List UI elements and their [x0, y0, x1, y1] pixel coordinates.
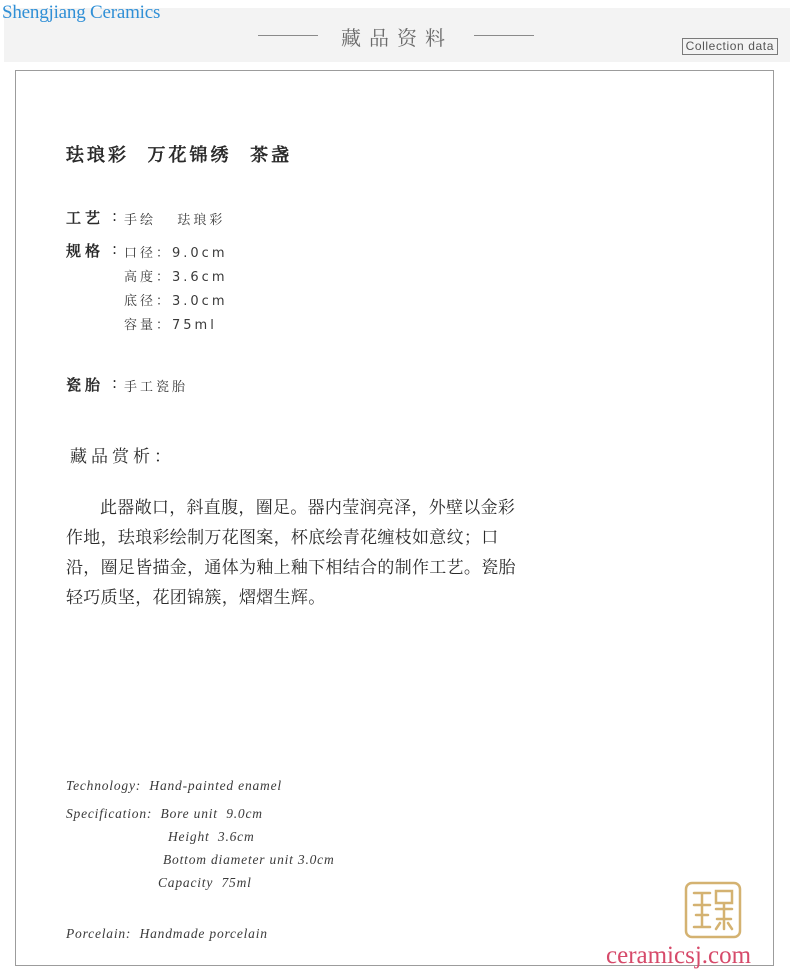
- spec-label: 规格: [66, 242, 105, 260]
- spec-bore: 口径：9.0cm: [124, 246, 228, 261]
- en-capacity: Capacity 75ml: [158, 875, 252, 890]
- en-bottom-diameter: Bottom diameter unit 3.0cm: [163, 852, 335, 867]
- appreciation-label: 藏品赏析：: [70, 447, 175, 467]
- body-value: 手工瓷胎: [124, 380, 189, 395]
- en-technology: Technology: Hand-painted enamel: [66, 778, 282, 793]
- header-divider-right: [474, 35, 534, 36]
- header-title: 藏品资料: [341, 26, 453, 50]
- spec-colon: :: [112, 240, 118, 258]
- en-height: Height 3.6cm: [168, 829, 255, 844]
- seal-stamp-icon: [684, 881, 742, 939]
- spec-height: 高度：3.6cm: [124, 270, 228, 285]
- product-title: 珐琅彩 万花锦绣 茶盏: [66, 145, 293, 166]
- body-colon: :: [112, 374, 118, 392]
- spec-capacity: 容量：75ml: [124, 318, 217, 333]
- spec-bottom-diameter: 底径：3.0cm: [124, 294, 228, 309]
- body-label: 瓷胎: [66, 376, 105, 394]
- appreciation-text: 此器敞口，斜直腹，圈足。器内莹润亮泽，外壁以金彩作地，珐琅彩绘制万花图案，杯底绘青花缠枝如意纹；口沿，圈足皆描金，通体为釉上釉下相结合的制作工艺。瓷胎轻巧质坚，花团锦簇，熠熠生辉。: [66, 498, 516, 608]
- en-porcelain: Porcelain: Handmade porcelain: [66, 926, 268, 941]
- craft-value: 手绘 珐琅彩: [124, 213, 226, 228]
- craft-colon: :: [112, 207, 118, 225]
- en-specification: Specification: Bore unit 9.0cm: [66, 806, 263, 821]
- collection-data-badge: Collection data: [682, 38, 778, 55]
- watermark-ceramicsj: ceramicsj.com: [606, 942, 752, 969]
- watermark-shengjiang: Shengjiang Ceramics: [2, 2, 161, 23]
- craft-label: 工艺: [66, 209, 105, 227]
